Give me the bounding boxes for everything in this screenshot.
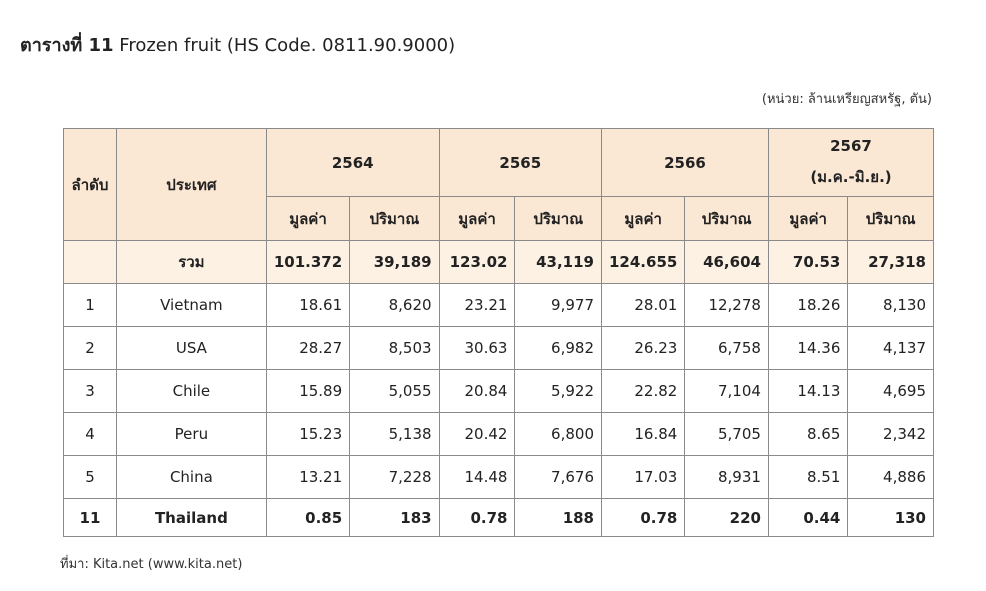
table-row: [64, 284, 934, 327]
table-row: [64, 456, 934, 499]
header-rank: ลำดับ: [64, 129, 117, 241]
table-cell: 9,977: [515, 284, 602, 327]
table-cell: 130: [848, 499, 934, 537]
table-cell: 20.84: [439, 370, 515, 413]
table-cell: 5,138: [350, 413, 439, 456]
table-row: [64, 370, 934, 413]
table-cell: 39,189: [350, 241, 439, 284]
table-cell: 124.655: [602, 241, 685, 284]
table-cell-country: Peru: [116, 413, 266, 456]
table-cell-country: Thailand: [116, 499, 266, 537]
table-cell-country: รวม: [116, 241, 266, 284]
table-cell: 7,104: [685, 370, 769, 413]
table-cell: 14.48: [439, 456, 515, 499]
table-cell: 6,758: [685, 327, 769, 370]
table-cell: 30.63: [439, 327, 515, 370]
header-value: มูลค่า: [266, 197, 349, 241]
table-cell: 7,228: [350, 456, 439, 499]
table-cell: 13.21: [266, 456, 349, 499]
table-cell: 26.23: [602, 327, 685, 370]
table-cell: 20.42: [439, 413, 515, 456]
table-cell: 23.21: [439, 284, 515, 327]
table-cell: 4,886: [848, 456, 934, 499]
unit-note: (หน่วย: ล้านเหรียญสหรัฐ, ตัน): [761, 92, 932, 107]
table-cell-rank: 1: [64, 284, 117, 327]
table-cell: 17.03: [602, 456, 685, 499]
header-year-2564: 2564: [266, 129, 439, 197]
table-cell: 188: [515, 499, 602, 537]
table-cell: 101.372: [266, 241, 349, 284]
table-number: ตารางที่ 11: [20, 35, 114, 56]
table-cell-rank: [64, 241, 117, 284]
table-cell: 70.53: [768, 241, 847, 284]
table-cell: 6,800: [515, 413, 602, 456]
table-cell: 8.65: [768, 413, 847, 456]
header-value: มูลค่า: [602, 197, 685, 241]
table-cell: 183: [350, 499, 439, 537]
header-year-2567: [768, 129, 933, 197]
table-cell: 8,130: [848, 284, 934, 327]
header-year-2567-label: 2567: [830, 136, 872, 155]
table-cell-country: Chile: [116, 370, 266, 413]
table-cell: 18.61: [266, 284, 349, 327]
table-cell: 14.13: [768, 370, 847, 413]
table-cell-country: USA: [116, 327, 266, 370]
table-cell: 4,137: [848, 327, 934, 370]
table-cell: 0.78: [602, 499, 685, 537]
table-cell-rank: 2: [64, 327, 117, 370]
table-cell: 46,604: [685, 241, 769, 284]
header-country: ประเทศ: [116, 129, 266, 241]
table-cell: 15.23: [266, 413, 349, 456]
table-cell-rank: 5: [64, 456, 117, 499]
table-cell: 5,705: [685, 413, 769, 456]
table-row: [64, 327, 934, 370]
header-quantity: ปริมาณ: [350, 197, 439, 241]
table-cell: 123.02: [439, 241, 515, 284]
table-cell: 8,503: [350, 327, 439, 370]
header-year-2565: 2565: [439, 129, 601, 197]
table-cell-rank: 3: [64, 370, 117, 413]
table-cell: 12,278: [685, 284, 769, 327]
frozen-fruit-table: [63, 128, 934, 537]
table-cell: 43,119: [515, 241, 602, 284]
header-value: มูลค่า: [768, 197, 847, 241]
table-cell: 2,342: [848, 413, 934, 456]
table-cell: 28.01: [602, 284, 685, 327]
table-cell: 8,620: [350, 284, 439, 327]
table-cell: 220: [685, 499, 769, 537]
table-title-text: Frozen fruit (HS Code. 0811.90.9000): [113, 35, 456, 56]
table-cell-country: Vietnam: [116, 284, 266, 327]
table-cell: 18.26: [768, 284, 847, 327]
header-quantity: ปริมาณ: [515, 197, 602, 241]
table-row-thailand: [64, 499, 934, 537]
header-quantity: ปริมาณ: [685, 197, 769, 241]
table-cell: 8.51: [768, 456, 847, 499]
table-title: [20, 30, 455, 59]
header-value: มูลค่า: [439, 197, 515, 241]
table-cell: 28.27: [266, 327, 349, 370]
table-cell-rank: 4: [64, 413, 117, 456]
table-cell: 22.82: [602, 370, 685, 413]
header-year-2566: 2566: [602, 129, 769, 197]
header-quantity: ปริมาณ: [848, 197, 934, 241]
table-cell: 15.89: [266, 370, 349, 413]
table-cell: 0.44: [768, 499, 847, 537]
table-cell: 14.36: [768, 327, 847, 370]
table-cell: 8,931: [685, 456, 769, 499]
table-cell: 5,922: [515, 370, 602, 413]
table-cell-country: China: [116, 456, 266, 499]
table-cell-rank: 11: [64, 499, 117, 537]
table-cell: 5,055: [350, 370, 439, 413]
source-note: ที่มา: Kita.net (www.kita.net): [60, 557, 243, 572]
table-cell: 7,676: [515, 456, 602, 499]
table-cell: 4,695: [848, 370, 934, 413]
table-cell: 6,982: [515, 327, 602, 370]
table-cell: 16.84: [602, 413, 685, 456]
table-cell: 0.85: [266, 499, 349, 537]
table-row: [64, 413, 934, 456]
table-row-total: [64, 241, 934, 284]
header-year-2567-note: (ม.ค.-มิ.ย.): [810, 167, 892, 186]
table-cell: 0.78: [439, 499, 515, 537]
table-cell: 27,318: [848, 241, 934, 284]
